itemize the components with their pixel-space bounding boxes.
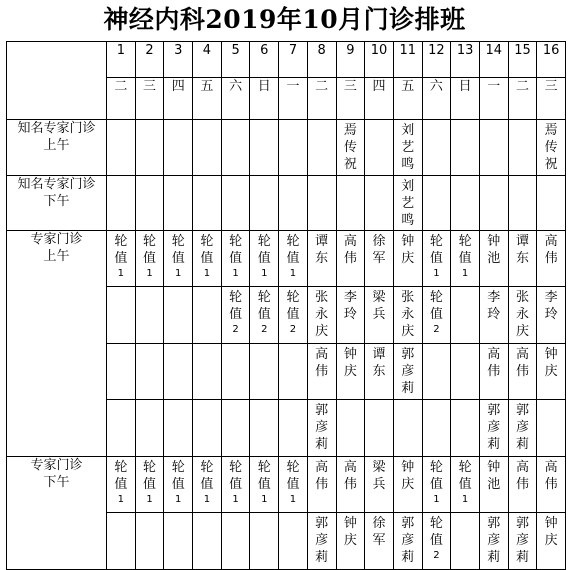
weekday: 二 [508, 78, 537, 120]
schedule-cell [508, 176, 537, 231]
schedule-cell [279, 513, 308, 570]
schedule-cell [193, 513, 222, 570]
doctor-name [394, 400, 422, 402]
schedule-cell [193, 344, 222, 400]
weekday: 三 [336, 78, 365, 120]
schedule-cell [537, 344, 566, 400]
schedule-cell [422, 176, 451, 231]
schedule-cell [221, 344, 250, 400]
doctor-name [136, 344, 164, 346]
schedule-cell [479, 400, 508, 457]
day-number: 15 [508, 42, 537, 78]
schedule-cell [422, 513, 451, 570]
doctor-name: 轮 值 1 [257, 460, 271, 505]
schedule-cell [164, 344, 193, 400]
schedule-cell [422, 400, 451, 457]
weekday: 六 [422, 78, 451, 120]
doctor-name [279, 400, 307, 402]
weekday: 四 [164, 78, 193, 120]
schedule-cell [336, 457, 365, 513]
schedule-cell [164, 457, 193, 513]
schedule-cell [135, 287, 164, 344]
doctor-name [308, 120, 336, 122]
weekday: 二 [107, 78, 136, 120]
schedule-cell [307, 176, 336, 231]
doctor-name: 谭 东 [372, 347, 386, 379]
doctor-name [250, 120, 278, 122]
schedule-cell [451, 457, 480, 513]
doctor-name: 轮 值 2 [257, 290, 271, 335]
doctor-name: 钟 池 [487, 234, 501, 266]
doctor-name [279, 344, 307, 346]
day-number: 3 [164, 42, 193, 78]
doctor-name: 轮 值 1 [229, 460, 243, 505]
doctor-name: 郭 彦 莉 [401, 347, 415, 396]
doctor-name: 钟 池 [487, 460, 501, 492]
doctor-name: 张 永 庆 [401, 290, 415, 339]
schedule-cell [336, 231, 365, 287]
schedule-cell [537, 513, 566, 570]
doctor-name: 轮 值 1 [429, 460, 443, 505]
schedule-cell [393, 231, 422, 287]
doctor-name [423, 120, 451, 122]
day-number: 16 [537, 42, 566, 78]
schedule-cell [164, 120, 193, 176]
doctor-name [222, 344, 250, 346]
schedule-cell [221, 176, 250, 231]
schedule-cell [279, 120, 308, 176]
doctor-name [451, 120, 479, 122]
schedule-cell [307, 231, 336, 287]
schedule-cell [537, 120, 566, 176]
schedule-cell [107, 120, 136, 176]
schedule-cell [279, 457, 308, 513]
doctor-name: 轮 值 1 [143, 234, 157, 279]
day-number: 4 [193, 42, 222, 78]
schedule-cell [135, 400, 164, 457]
schedule-cell [451, 400, 480, 457]
doctor-name [365, 120, 393, 122]
schedule-cell [336, 344, 365, 400]
doctor-name: 轮 值 1 [114, 234, 128, 279]
day-number: 12 [422, 42, 451, 78]
schedule-cell [537, 176, 566, 231]
doctor-name: 轮 值 2 [286, 290, 300, 335]
doctor-name: 高 伟 [515, 347, 529, 379]
schedule-cell [393, 513, 422, 570]
schedule-cell [164, 176, 193, 231]
schedule-cell [107, 457, 136, 513]
weekday: 二 [307, 78, 336, 120]
schedule-cell [537, 457, 566, 513]
doctor-name [107, 513, 135, 515]
schedule-cell [250, 457, 279, 513]
doctor-name [193, 287, 221, 289]
schedule-cell [221, 231, 250, 287]
doctor-name [451, 287, 479, 289]
schedule-cell [107, 513, 136, 570]
schedule-cell [307, 120, 336, 176]
schedule-cell [279, 344, 308, 400]
doctor-name: 郭 彦 莉 [515, 516, 529, 565]
schedule-cell [164, 231, 193, 287]
doctor-name [537, 400, 565, 402]
doctor-name: 谭 东 [315, 234, 329, 266]
doctor-name [423, 400, 451, 402]
doctor-name: 轮 值 1 [200, 460, 214, 505]
schedule-cell [307, 513, 336, 570]
schedule-cell [279, 176, 308, 231]
schedule-cell [451, 344, 480, 400]
doctor-name: 钟 庆 [343, 516, 357, 548]
doctor-name: 轮 值 1 [171, 234, 185, 279]
schedule-cell [336, 287, 365, 344]
schedule-cell [393, 120, 422, 176]
schedule-cell [422, 287, 451, 344]
schedule-table [6, 41, 566, 570]
doctor-name [480, 176, 508, 178]
schedule-cell [479, 287, 508, 344]
weekday: 四 [365, 78, 394, 120]
doctor-name: 高 伟 [544, 234, 558, 266]
doctor-name [365, 400, 393, 402]
schedule-cell [135, 120, 164, 176]
doctor-name: 郭 彦 莉 [401, 516, 415, 565]
doctor-name [451, 400, 479, 402]
schedule-cell [336, 120, 365, 176]
schedule-cell [508, 513, 537, 570]
doctor-name [193, 513, 221, 515]
doctor-name [279, 513, 307, 515]
schedule-cell [193, 287, 222, 344]
doctor-name: 焉 传 祝 [343, 123, 357, 172]
schedule-cell [250, 120, 279, 176]
schedule-cell [479, 513, 508, 570]
schedule-cell [307, 287, 336, 344]
doctor-name [222, 513, 250, 515]
day-number: 6 [250, 42, 279, 78]
doctor-name: 轮 值 1 [229, 234, 243, 279]
doctor-name [250, 176, 278, 178]
schedule-cell [107, 344, 136, 400]
schedule-cell [422, 231, 451, 287]
schedule-cell [307, 344, 336, 400]
schedule-cell [451, 176, 480, 231]
schedule-cell [250, 287, 279, 344]
schedule-cell [107, 287, 136, 344]
doctor-name: 郭 彦 莉 [487, 516, 501, 565]
day-number: 9 [336, 42, 365, 78]
doctor-name [193, 120, 221, 122]
doctor-name [193, 400, 221, 402]
doctor-name: 轮 值 1 [114, 460, 128, 505]
schedule-cell [307, 400, 336, 457]
row-label: 知名专家门诊 下午 [7, 176, 107, 231]
doctor-name [509, 176, 537, 178]
schedule-cell [279, 400, 308, 457]
doctor-name: 焉 传 祝 [544, 123, 558, 172]
doctor-name [164, 513, 192, 515]
schedule-cell [365, 176, 394, 231]
doctor-name: 高 伟 [544, 460, 558, 492]
doctor-name: 钟 庆 [401, 460, 415, 492]
doctor-name [136, 287, 164, 289]
schedule-cell [164, 400, 193, 457]
schedule-cell [508, 231, 537, 287]
doctor-name: 轮 值 1 [458, 460, 472, 505]
doctor-name: 郭 彦 莉 [487, 403, 501, 452]
doctor-name [107, 400, 135, 402]
schedule-cell [537, 400, 566, 457]
day-number: 11 [393, 42, 422, 78]
schedule-cell [422, 344, 451, 400]
doctor-name [107, 120, 135, 122]
day-number: 7 [279, 42, 308, 78]
doctor-name [509, 120, 537, 122]
schedule-cell [221, 457, 250, 513]
weekday: 五 [393, 78, 422, 120]
schedule-cell [250, 513, 279, 570]
weekday: 日 [250, 78, 279, 120]
doctor-name: 谭 东 [515, 234, 529, 266]
doctor-name [222, 400, 250, 402]
schedule-cell [135, 176, 164, 231]
schedule-cell [135, 231, 164, 287]
schedule-cell [365, 400, 394, 457]
schedule-cell [393, 344, 422, 400]
doctor-name [164, 287, 192, 289]
schedule-cell [135, 344, 164, 400]
schedule-cell [221, 287, 250, 344]
doctor-name [107, 176, 135, 178]
doctor-name [365, 176, 393, 178]
schedule-cell [221, 120, 250, 176]
schedule-cell [365, 120, 394, 176]
schedule-cell [221, 513, 250, 570]
doctor-name: 钟 庆 [343, 347, 357, 379]
schedule-cell [451, 513, 480, 570]
schedule-cell [193, 400, 222, 457]
schedule-cell [365, 457, 394, 513]
doctor-name: 郭 彦 莉 [315, 403, 329, 452]
doctor-name [537, 176, 565, 178]
doctor-name [250, 400, 278, 402]
schedule-cell [250, 176, 279, 231]
doctor-name [337, 400, 365, 402]
schedule-cell [279, 231, 308, 287]
doctor-name [164, 176, 192, 178]
doctor-name: 高 伟 [515, 460, 529, 492]
doctor-name: 徐 军 [372, 516, 386, 548]
schedule-cell [479, 231, 508, 287]
row-label: 专家门诊 下午 [7, 457, 107, 570]
doctor-name [250, 344, 278, 346]
doctor-name [136, 513, 164, 515]
doctor-name: 高 伟 [315, 347, 329, 379]
doctor-name: 梁 兵 [372, 290, 386, 322]
day-number: 1 [107, 42, 136, 78]
schedule-cell [107, 176, 136, 231]
doctor-name [136, 120, 164, 122]
doctor-name [423, 176, 451, 178]
doctor-name: 轮 值 2 [429, 290, 443, 335]
day-number: 5 [221, 42, 250, 78]
schedule-cell [537, 231, 566, 287]
schedule-cell [164, 287, 193, 344]
schedule-cell [479, 344, 508, 400]
schedule-cell [107, 231, 136, 287]
doctor-name [193, 176, 221, 178]
doctor-name: 轮 值 1 [458, 234, 472, 279]
doctor-name [308, 176, 336, 178]
schedule-cell [250, 400, 279, 457]
day-number: 8 [307, 42, 336, 78]
schedule-cell [508, 400, 537, 457]
row-label: 专家门诊 上午 [7, 231, 107, 457]
schedule-cell [164, 513, 193, 570]
doctor-name [279, 120, 307, 122]
schedule-cell [135, 513, 164, 570]
schedule-cell [393, 400, 422, 457]
doctor-name: 李 玲 [487, 290, 501, 322]
doctor-name [136, 176, 164, 178]
doctor-name: 梁 兵 [372, 460, 386, 492]
schedule-cell [537, 287, 566, 344]
schedule-cell [365, 231, 394, 287]
doctor-name [107, 287, 135, 289]
schedule-cell [422, 457, 451, 513]
weekday: 一 [479, 78, 508, 120]
doctor-name [164, 400, 192, 402]
schedule-cell [221, 400, 250, 457]
schedule-cell [336, 513, 365, 570]
doctor-name: 李 玲 [343, 290, 357, 322]
doctor-name [337, 176, 365, 178]
weekday: 五 [193, 78, 222, 120]
doctor-name: 轮 值 1 [171, 460, 185, 505]
weekday: 六 [221, 78, 250, 120]
doctor-name: 轮 值 1 [257, 234, 271, 279]
doctor-name [136, 400, 164, 402]
schedule-cell [365, 287, 394, 344]
day-number: 13 [451, 42, 480, 78]
weekday: 一 [279, 78, 308, 120]
schedule-cell [508, 120, 537, 176]
schedule-cell [508, 287, 537, 344]
schedule-cell [451, 287, 480, 344]
doctor-name: 轮 值 1 [200, 234, 214, 279]
schedule-cell [451, 231, 480, 287]
schedule-cell [307, 457, 336, 513]
row-label: 知名专家门诊 上午 [7, 120, 107, 176]
doctor-name [451, 344, 479, 346]
page-title: 神经内科2019年10月门诊排班 [103, 5, 466, 34]
schedule-cell [336, 176, 365, 231]
doctor-name: 郭 彦 莉 [315, 516, 329, 565]
schedule-cell [422, 120, 451, 176]
weekday: 日 [451, 78, 480, 120]
schedule-cell [336, 400, 365, 457]
schedule-cell [193, 231, 222, 287]
schedule-cell [193, 457, 222, 513]
doctor-name [107, 344, 135, 346]
doctor-name: 高 伟 [343, 234, 357, 266]
schedule-cell [365, 344, 394, 400]
doctor-name [193, 344, 221, 346]
day-number: 10 [365, 42, 394, 78]
doctor-name: 轮 值 2 [229, 290, 243, 335]
schedule-cell [393, 176, 422, 231]
schedule-cell [250, 231, 279, 287]
schedule-cell [479, 457, 508, 513]
doctor-name [250, 513, 278, 515]
schedule-cell [250, 344, 279, 400]
doctor-name: 高 伟 [315, 460, 329, 492]
doctor-name [451, 513, 479, 515]
doctor-name: 刘 艺 鸣 [401, 179, 415, 228]
schedule-cell [107, 400, 136, 457]
day-number: 14 [479, 42, 508, 78]
schedule-cell [365, 513, 394, 570]
schedule-cell [135, 457, 164, 513]
doctor-name: 郭 彦 莉 [515, 403, 529, 452]
schedule-cell [451, 120, 480, 176]
doctor-name: 轮 值 2 [429, 516, 443, 561]
doctor-name: 李 玲 [544, 290, 558, 322]
header-corner [7, 42, 107, 120]
schedule-cell [508, 344, 537, 400]
doctor-name [480, 120, 508, 122]
doctor-name [423, 344, 451, 346]
doctor-name: 张 永 庆 [315, 290, 329, 339]
schedule-cell [193, 120, 222, 176]
schedule-cell [279, 287, 308, 344]
schedule-cell [508, 457, 537, 513]
doctor-name: 钟 庆 [401, 234, 415, 266]
schedule-cell [479, 120, 508, 176]
doctor-name: 刘 艺 鸣 [401, 123, 415, 172]
doctor-name [451, 176, 479, 178]
doctor-name [279, 176, 307, 178]
doctor-name [164, 344, 192, 346]
doctor-name: 钟 庆 [544, 516, 558, 548]
schedule-cell [193, 176, 222, 231]
weekday: 三 [135, 78, 164, 120]
doctor-name: 轮 值 1 [429, 234, 443, 279]
doctor-name: 徐 军 [372, 234, 386, 266]
doctor-name: 钟 庆 [544, 347, 558, 379]
doctor-name [222, 176, 250, 178]
doctor-name: 高 伟 [487, 347, 501, 379]
day-number: 2 [135, 42, 164, 78]
doctor-name: 高 伟 [343, 460, 357, 492]
weekday: 三 [537, 78, 566, 120]
schedule-cell [393, 457, 422, 513]
doctor-name: 轮 值 1 [286, 460, 300, 505]
doctor-name [164, 120, 192, 122]
schedule-cell [479, 176, 508, 231]
doctor-name: 轮 值 1 [143, 460, 157, 505]
doctor-name [222, 120, 250, 122]
doctor-name: 张 永 庆 [515, 290, 529, 339]
schedule-cell [393, 287, 422, 344]
doctor-name: 轮 值 1 [286, 234, 300, 279]
